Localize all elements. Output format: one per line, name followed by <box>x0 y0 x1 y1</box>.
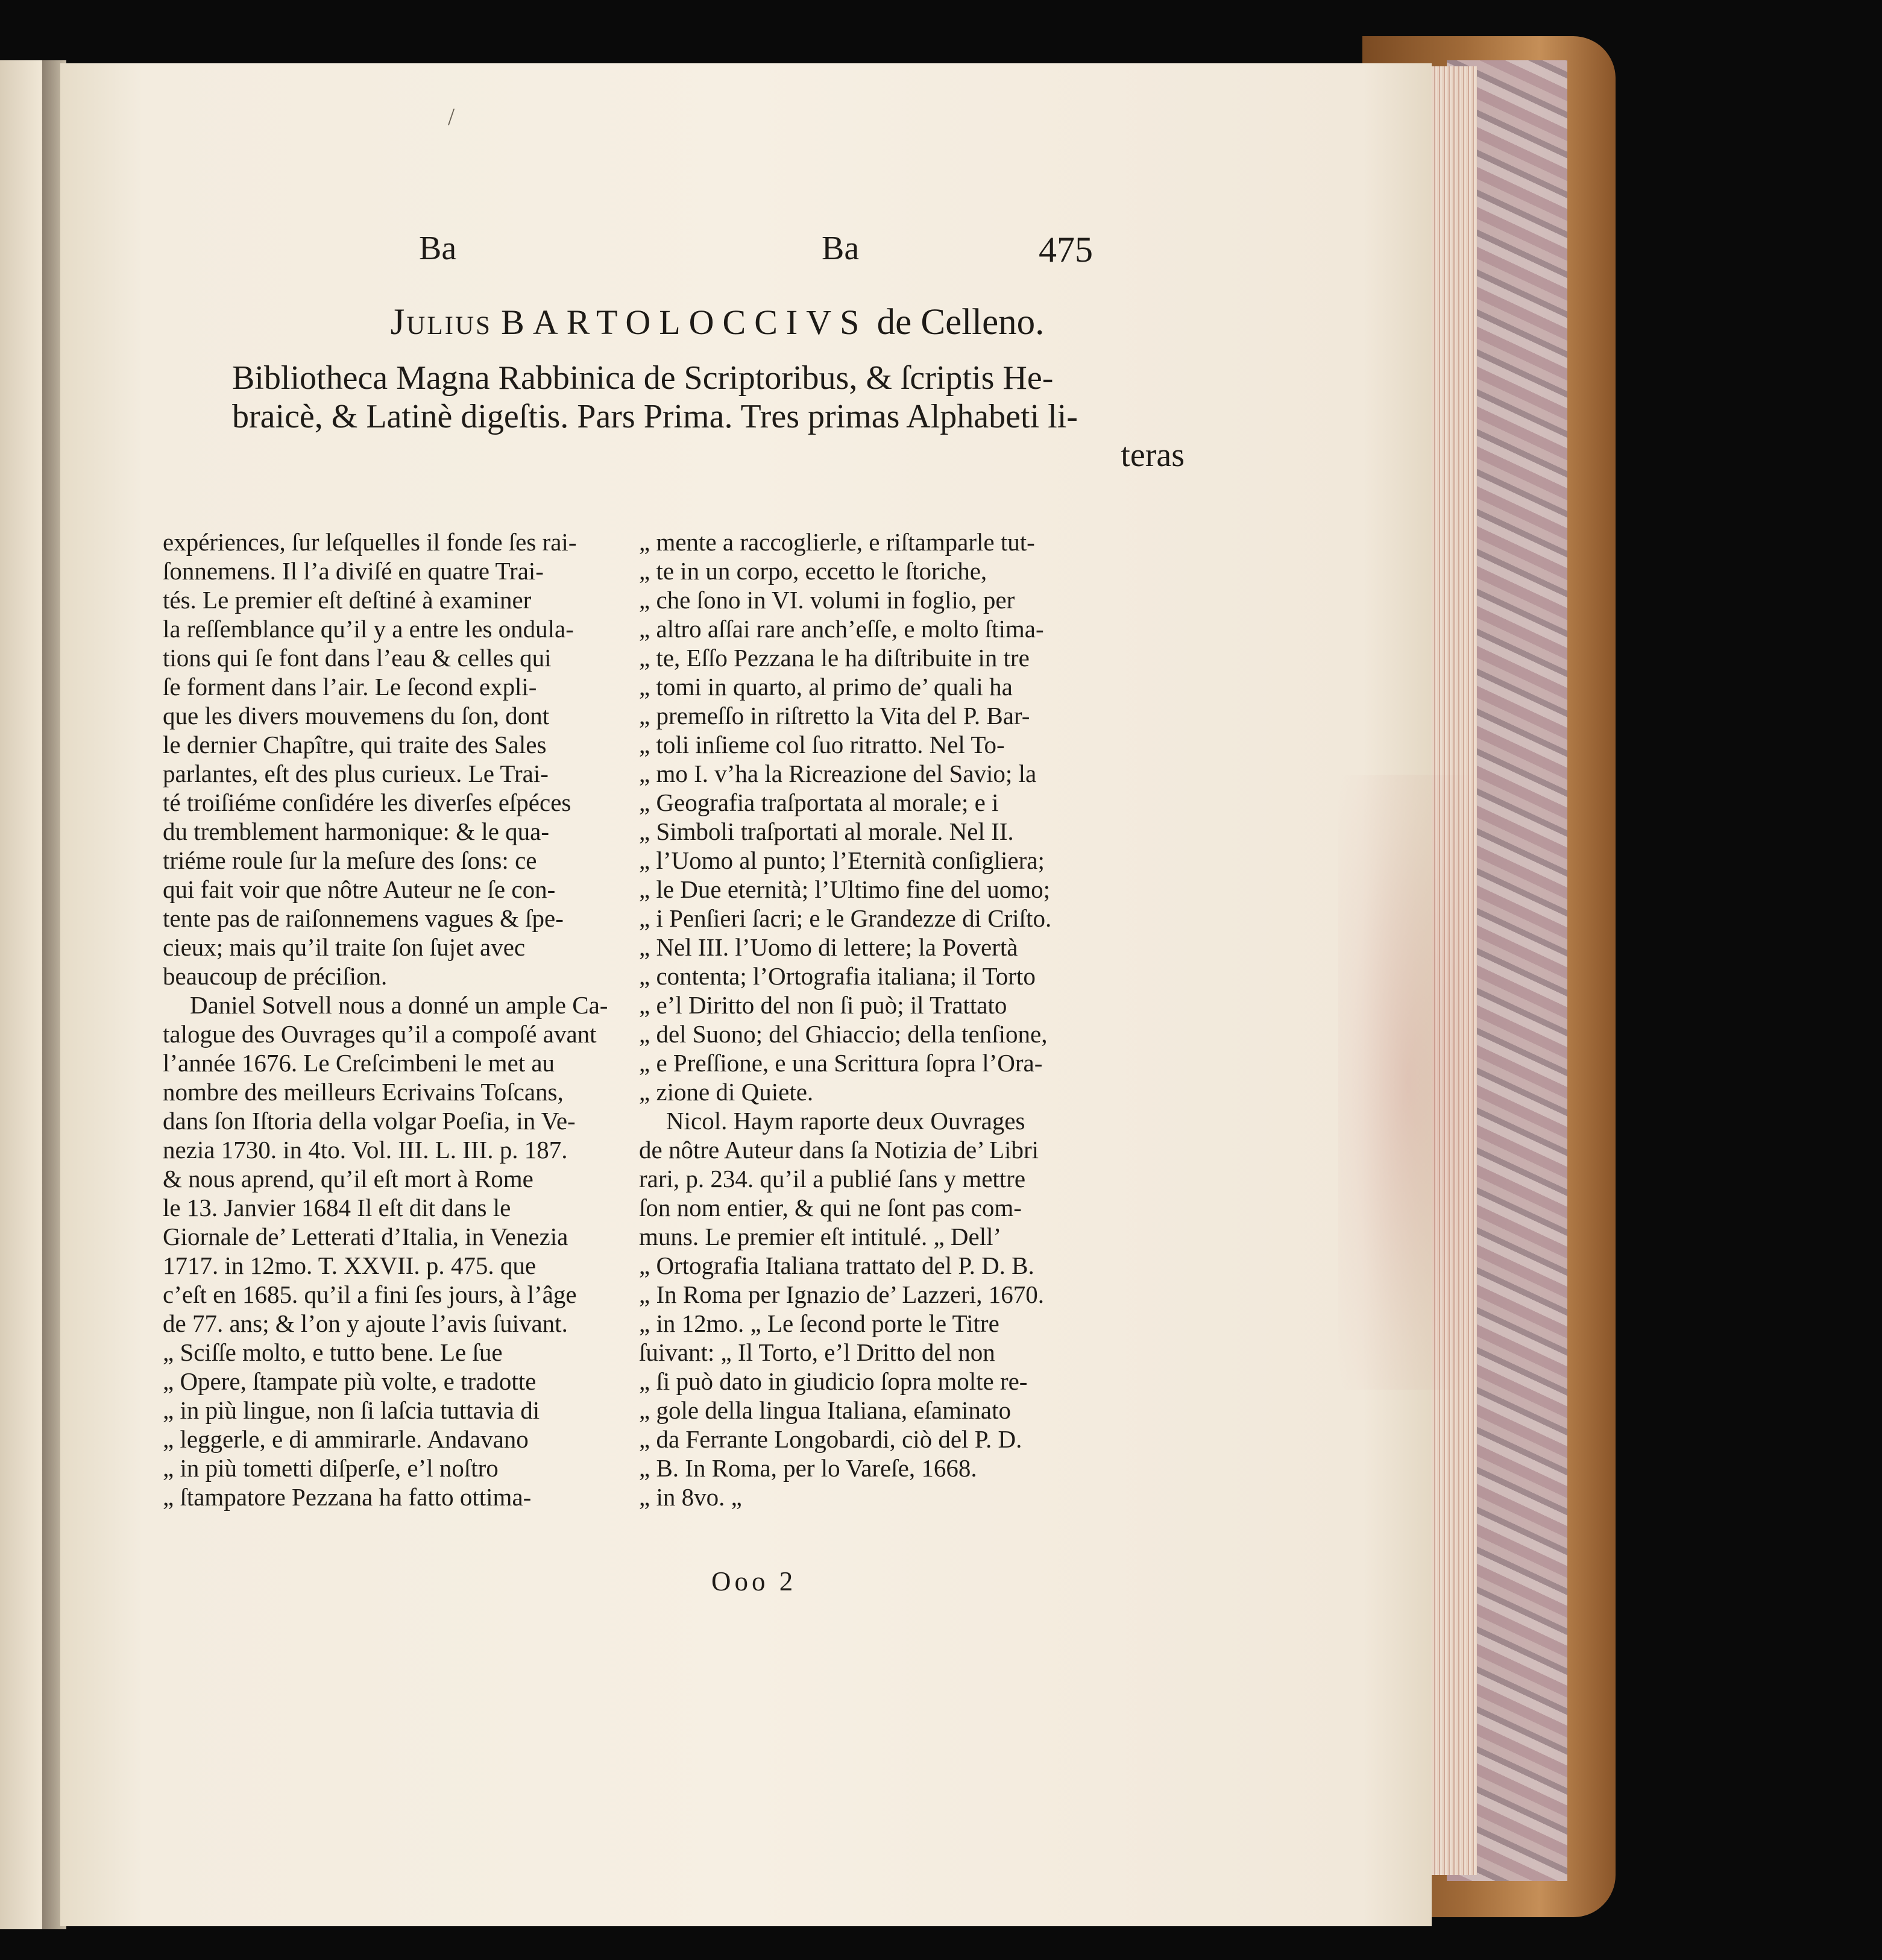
text-line: le 13. Janvier 1684 Il eſt dit dans le <box>163 1194 511 1221</box>
text-line: la reſſemblance qu’il y a entre les ondula- <box>163 615 574 643</box>
author-first-name: Julius <box>390 302 492 342</box>
page-number: 475 <box>1039 230 1093 269</box>
text-line: „ in più lingue, non ſi laſcia tuttavia di <box>163 1396 540 1424</box>
text-line: „ contenta; l’Ortografia italiana; il Torto <box>639 962 1036 990</box>
text-line: „ le Due eternità; l’Ultimo fine del uomo; <box>639 875 1050 903</box>
text-line: „ Nel III. l’Uomo di lettere; la Povertà <box>639 933 1018 961</box>
text-line: que les divers mouvemens du ſon, dont <box>163 702 550 729</box>
text-line: „ in 12mo. „ Le ſecond porte le Titre <box>639 1309 999 1337</box>
book-title <box>232 359 1185 474</box>
pencil-mark: / <box>448 103 455 130</box>
text-line: „ leggerle, e di ammirarle. Andavano <box>163 1425 529 1453</box>
text-line: cieux; mais qu’il traite ſon ſujet avec <box>163 933 526 961</box>
text-line: „ del Suono; del Ghiaccio; della tenſione, <box>639 1020 1048 1048</box>
text-line: „ ſtampatore Pezzana ha fatto ottima- <box>163 1483 532 1511</box>
text-line: té troiſiéme conſidére les diverſes eſpéces <box>163 789 571 816</box>
text-line: c’eſt en 1685. qu’il a fini ſes jours, à l’âge <box>163 1281 577 1308</box>
text-line: „ tomi in quarto, al primo de’ quali ha <box>639 673 1013 701</box>
author-last-name: BARTOLOCCIVS <box>501 303 868 342</box>
text-line: de nôtre Auteur dans ſa Notizia de’ Libri <box>639 1136 1039 1164</box>
running-head-left: Ba <box>419 230 457 267</box>
author-place: de Celleno. <box>876 302 1045 342</box>
text-line: „ in più tometti diſperſe, e’l noſtro <box>163 1454 499 1482</box>
text-line: & nous aprend, qu’il eſt mort à Rome <box>163 1165 533 1193</box>
text-line: rari, p. 234. qu’il a publié ſans y mettre <box>639 1165 1026 1193</box>
text-line: ſon nom entier, & qui ne ſont pas com- <box>639 1194 1022 1221</box>
paper-stain <box>1338 775 1477 1390</box>
text-line: talogue des Ouvrages qu’il a compoſé avant <box>163 1020 597 1048</box>
text-line: „ e Preſſione, e una Scrittura ſopra l’Ora- <box>639 1049 1043 1077</box>
running-head-center: Ba <box>822 230 860 267</box>
text-line: ſonnemens. Il l’a diviſé en quatre Trai- <box>163 557 544 585</box>
text-line: „ premeſſo in riſtretto la Vita del P. Bar- <box>639 702 1030 729</box>
text-line: „ Simboli traſportati al morale. Nel II. <box>639 818 1014 845</box>
text-line: muns. Le premier eſt intitulé. „ Dell’ <box>639 1223 1002 1250</box>
text-line: „ ſi può dato in giudicio ſopra molte re- <box>639 1367 1028 1395</box>
text-line: parlantes, eſt des plus curieux. Le Trai- <box>163 760 549 787</box>
text-line: „ da Ferrante Longobardi, ciò del P. D. <box>639 1425 1022 1453</box>
text-line: „ te in un corpo, eccetto le ſtoriche, <box>639 557 987 585</box>
text-line: „ Sciſſe molto, e tutto bene. Le ſue <box>163 1338 503 1366</box>
text-line: le dernier Chapître, qui traite des Sales <box>163 731 547 758</box>
text-line: „ i Penſieri ſacri; e le Grandezze di Criſto. <box>639 904 1052 932</box>
text-line: „ toli inſieme col ſuo ritratto. Nel To- <box>639 731 1005 758</box>
text-line: „ l’Uomo al punto; l’Eternità conſigliera; <box>639 846 1045 874</box>
text-line: „ che ſono in VI. volumi in foglio, per <box>639 586 1015 614</box>
left-text-column <box>163 528 615 1511</box>
title-line: Bibliotheca Magna Rabbinica de Scriptoribus, & ſcriptis He- <box>232 359 1054 397</box>
text-line: „ mo I. v’ha la Ricreazione del Savio; la <box>639 760 1037 787</box>
text-line: „ Opere, ſtampate più volte, e tradotte <box>163 1367 537 1395</box>
text-line: „ e’l Diritto del non ſi può; il Trattato <box>639 991 1007 1019</box>
title-line: braicè, & Latinè digeſtis. Pars Prima. Tres primas Alphabeti li- <box>232 398 1078 435</box>
text-line: de 77. ans; & l’on y ajoute l’avis ſuivant. <box>163 1309 568 1337</box>
entry-heading <box>265 301 1169 344</box>
title-line: teras <box>1121 436 1185 474</box>
text-line: ſuivant: „ Il Torto, e’l Dritto del non <box>639 1338 995 1366</box>
text-line: beaucoup de préciſion. <box>163 962 388 990</box>
text-line: Giornale de’ Letterati d’Italia, in Venezia <box>163 1223 568 1250</box>
text-line: expériences, ſur leſquelles il fonde ſes rai- <box>163 528 577 556</box>
text-line: „ in 8vo. „ <box>639 1483 742 1511</box>
right-text-column <box>639 528 1121 1511</box>
text-line: l’année 1676. Le Creſcimbeni le met au <box>163 1049 555 1077</box>
text-line: Nicol. Haym raporte deux Ouvrages <box>666 1107 1025 1135</box>
text-line: tions qui ſe font dans l’eau & celles qui <box>163 644 552 672</box>
text-line: 1717. in 12mo. T. XXVII. p. 475. que <box>163 1252 537 1279</box>
text-line: nezia 1730. in 4to. Vol. III. L. III. p. 187. <box>163 1136 568 1164</box>
text-line: tés. Le premier eſt deſtiné à examiner <box>163 586 532 614</box>
book-page <box>60 63 1432 1926</box>
text-line: „ B. In Roma, per lo Vareſe, 1668. <box>639 1454 977 1482</box>
text-line: triéme roule ſur la meſure des ſons: ce <box>163 846 537 874</box>
text-line: qui fait voir que nôtre Auteur ne ſe con- <box>163 875 556 903</box>
text-line: „ In Roma per Ignazio de’ Lazzeri, 1670. <box>639 1281 1045 1308</box>
text-line: du tremblement harmonique: & le qua- <box>163 818 550 845</box>
text-line: nombre des meilleurs Ecrivains Toſcans, <box>163 1078 564 1106</box>
text-line: „ Ortografia Italiana trattato del P. D. B. <box>639 1252 1034 1279</box>
text-line: „ Geografia traſportata al morale; e i <box>639 789 999 816</box>
text-line: Daniel Sotvell nous a donné un ample Ca- <box>190 991 608 1019</box>
signature-mark: Ooo 2 <box>711 1566 797 1596</box>
text-line: „ te, Eſſo Pezzana le ha diſtribuite in tre <box>639 644 1030 672</box>
text-line: „ zione di Quiete. <box>639 1078 814 1106</box>
text-line: tente pas de raiſonnemens vagues & ſpe- <box>163 904 564 932</box>
text-line: ſe forment dans l’air. Le ſecond expli- <box>163 673 537 701</box>
text-line: „ altro aſſai rare anch’eſſe, e molto ſtima- <box>639 615 1044 643</box>
text-line: dans ſon Iſtoria della volgar Poeſia, in Ve- <box>163 1107 576 1135</box>
text-line: „ mente a raccoglierle, e riſtamparle tut- <box>639 528 1035 556</box>
running-head <box>60 229 1432 277</box>
text-line: „ gole della lingua Italiana, eſaminato <box>639 1396 1012 1424</box>
